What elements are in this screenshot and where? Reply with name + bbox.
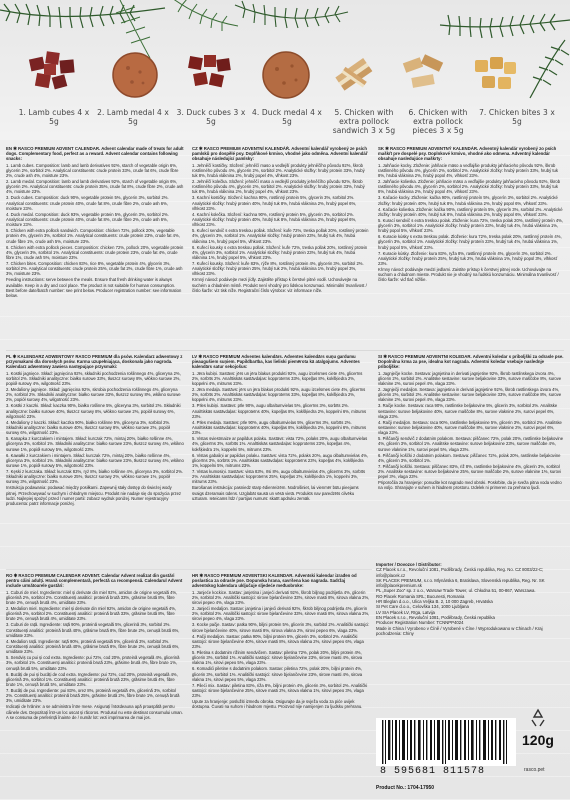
section-en-item: 7. Chicken bites. Composition: chicken 83%, rice 8%, vegetable protein 4%, glycerin 3%, sorbitol 2%. Analytical constituents: crude protein 25%, crude fat 2%, crude fibre 1%, crude ash 3%, moisture 23%. [6,261,183,277]
section-sk-item: 6. Kuracie kúsky s extra treskou polak. Zloženie: kura 72%, treska polak 20%, rastlinný proteín 4%, glycerín 3%, sorbitol 1%. Analytické zložky: hrubý proteín 23%, hrubý tuk 4%, hrubá vláknina 1%, hrubý popol 5%, vlhkosť 23%. [378,234,562,250]
treat-labels [0,106,570,140]
section-lv-item: 7. Vistas kumosiņi. Sastāvs: vista 83%, rīsi 8%, augu olbaltumvielas 4%, glicerīns 3%, sorbīts 2%. Analītiskās sastāvdaļas: kopproteīns 25%, kopeļļas 2%, kokšķiedra 1%, koppelni 3%, mitrums 23%. [192,469,366,485]
section-lv-item: 4. Pīles medaļa. Sastāvs: pīle 90%, augu olbaltumvielas 5%, glicerīns 3%, sorbīts 2%. Analītiskās sastāvdaļas: kopproteīns 40%, kopeļļas 8%, kokšķiedra 2%, koppelni 6%, mitrums 23%. [192,419,367,436]
section-ro-title: RO ✱ RASCO PREMIUM CALENDAR ADVENT. Calendar Advent realizat din gustări pentru câini adulți. Hrană complementară, perfectă ca recompensă. Calendarul Advent include următoarele gustări: [6,573,183,589]
section-hr-item: 7. Pileći mix. Sastav: piletina 83%, riža 8%, biljni protein 4%, glicerin 3%, sorbitol 2%. Analitički sastojci: sirove bjelančevine 25%, sirove masti 2%, sirova vlakna 1%, sirovi pepeo 3%, vlaga 23%. [192,682,368,699]
section-pl-item: 2. Medaliony jagnięce. Skład: jagnięcina 92%, skrobia pochodzenia roślinnego 4%, gliceryna 2%, sorbitol 2%. Składniki analityczne: białko surowe 33%, tłuszcz surowy 8%, włókno surowe 2%, popiół surowy 4%, wilgotność 23%. [6,387,181,403]
section-lv-item: 3. Pīles kubiņi. Sastāvs: pīle 90%, augu olbaltumvielas 5%, glicerīns 3%, sorbīts 2%. Analītiskās sastāvdaļas: kopproteīns 40%, kopeļļas 8%, kokšķiedra 2%, koppelni 6%, mitrums 23%. [192,403,367,419]
section-sk-item: Kŕmny návod: podávajte medzi jedlami. Zaistite prístup k čerstvej pitnej vode. Uchovávajte na suchom a chladnom mieste. Produkt nie je vhodný na ľudskú konzumáciu. Minimálna trvanlivosť / číslo šarže: viď tlač nižšie. [378,267,559,283]
section-si-item: 1. Jagnječje kocke. Sestava: jagnjetina in derivati jagnjetine 92%, škrob rastlinskega izvora 4%, glicerin 2%, sorbitol 2%. Analitske sestavine: surove beljakovine 33%, surove maščobe 8%, surove vlaknine 2%, surovi pepel 4%, vlaga 23%. [378,370,562,387]
duck-medal-icon [260,49,312,101]
section-pl-item: 6. Kawałki z kurczakiem i mintajem. Skład: kurczak 72%, mintaj 20%, białko roślinne 4%, gliceryna 3%, sorbitol 1%. Składniki analityczne: białko surowe 23%, tłuszcz surowy 4%, włókno surowe 1%, popiół surowy 5%, wilgotność 23%. [6,452,184,469]
product-code: Product No.: 1704-17950 [376,785,435,791]
product-label-3: 3. Duck cubes 3 x 5g [176,108,246,126]
section-lv-title: LV ✱ RASCO PREMIUM Adventes kalendārs. Adventes kalendārs suņu gardumu pieaugušiem suņiem. Papildbarība, kas lieliski piemērota kā atalgojums. Adventes kalendārs satur sekojošus: [192,354,360,370]
section-pl-item: 7. Kęski z kurczaka. Skład: kurczak 83%, ryż 8%, białko roślinne 4%, gliceryna 3%, sorbitol 2%. Składniki analityczne: białko surowe 25%, tłuszcz surowy 2%, włókno surowe 1%, popiół surowy 3%, wilgotność 23%. [6,469,184,485]
section-lv-item: 5. Vistas sviestmaize ar papildus polaku. Sastāvs: vista 72%, polaks 20%, augu olbaltumvielas 4%, glicerīns 3%, sorbīts 1%. Analītiskās sastāvdaļas: kopproteīns 23%, kopeļļas 4%, kokšķiedra 1%, koppelni 5%, mitrums 23%. [192,436,368,452]
section-ro-item: 6. Bucăți de pui și bucăți de cod extra. Ingrediente: pui 72%, cod 20%, proteină vegetală 4%, glicerină 3%, sorbitol 1%. Constituenți analitici: proteină brută 23%, grăsime brută 4%, fibre brute 1%, cenușă brută 5%, umiditate 23%. [6,671,178,688]
importer-line: EN Placek s.r.o., Revoluční 1081, Poděbrady, Česká republika [376,614,495,620]
section-pl-item: Instrukcja podawania: podawać między posiłkami. Zapewnij stały dostęp do świeżej wody pitnej. Przechowywać w suchym i chłodnym miejscu. Produkt nie nadaje się do spożycia przez ludzi. Najlepiej spożyć przed / numer partii: zobacz wydruk poniżej. Numer rejestracyjny producenta: patrz informacje poniżej. [6,485,182,507]
section-en-item: 6. Chicken with extra pollock pieces. Composition: chicken 72%, pollock 20%, vegetable protein 4%, glycerin 3%, sorbitol 1%. Analytical constituents: crude protein 23%, crude fat 4%, crude fibre 1%, crude ash 5%, moisture 23%. [6,244,184,261]
section-cz-title: CZ ✱ RASCO PREMIUM ADVENTNÍ KALENDÁŘ. Adventní kalendář vyrobený ze psích pamlsků pro dospělé psy. Doplňkové krmivo, vhodné jako odměna. Adventní kalendář obsahuje následující pamlsky: [192,146,368,162]
product-label-7: 7. Chicken bites 3 x 5g [479,108,555,126]
barcode [376,718,516,780]
section-sk-item: 4. Kačacie kolieska. Zloženie: kačka 90%, rastlinný proteín 5%, glycerín 3%, sorbitol 2%. Analytické zložky: hrubý proteín 40%, hrubý tuk 8%, hrubá vláknina 2%, hrubý popol 6%, vlhkosť 23%. [378,206,563,217]
product-label-1: 1. Lamb cubes 4 x 5g [18,108,90,126]
section-hr [192,573,370,795]
section-hr-title: HR ✱ RASCO PREMIUM ADVENTSKI KALENDAR. Adventski kalendar izrađen od poslastica za odrasle pse. Dopunska hrana, savršena kao nagrada. Sadržaj adventskog kalendara uključuje sljedeće međuobroke: [192,573,357,589]
product-label-5: 5. Chicken with extra pollock sandwich 3 x 5g [332,108,396,135]
section-si-item: 6. Piščančji koščki z dodatnim polakom. Sestava: piščanec 72%, polak 20%, rastlinske beljakovine 4%, glicerin 3%, sorbitol 1%. [378,452,561,463]
barcode-number: 8 595681 811578 [380,766,486,777]
country-of-origin: Made in China / Vyrobeno v Číně / Vyrobené v Číne / Wyprodukowano w Chinach / Kraj pochodzenia: Chiny [376,625,543,636]
section-pl [6,354,184,566]
duck-cubes-icon [186,52,234,98]
product-label-4: 4. Duck medal 4 x 5g [252,108,322,126]
section-cz-item: 1. Jehněčí kostičky. Složení: jehněčí maso a vedlejší produkty jehněčího původu 92%, škrob rostlinného původu 4%, glycerin 2%, sorbitol 2%. Analytické složky: hrubý protein 33%, hrubý tuk 8%, hrubá vláknina 2%, hrubý popel 4%, vlhkost 23%. [192,162,365,179]
section-hr-item: Upute za hranjenje: poslužiti između obroka. Osigurajte da je svježa voda za piće uvijek dostupna. Čuvati na suhom i hladnom mjestu. Proizvod nije namijenjen za ljudsku prehranu. [192,699,363,710]
section-lv [192,354,370,566]
section-sk-item: 1. Jahňacie kocky. Zloženie: jahňacie mäso a vedľajšie produkty jahňacieho pôvodu 92%, škrob rastlinného pôvodu 4%, glycerín 2%, sorbitol 2%. Analytické zložky: hrubý proteín 33%, hrubý tuk 8%, hrubá vláknina 2%, hrubý popol 4%, vlhkosť 23%. [378,162,558,179]
section-ro-item: 2. Medalion miel. Ingrediente: miel și derivate din miel 92%, amidon de origine vegetală 4%, glicerină 2%, sorbitol 2%. Constituenți analitici: proteină brută 33%, grăsime brută 8%, fibre brute 2%, cenușă brută 4%, umiditate 23%. [6,606,177,622]
section-si-item: 2. Jagnječji medaljon. Sestava: jagnjetina in derivati jagnjetine 92%, škrob rastlinskega izvora 4%, glicerin 2%, sorbitol 2%. Analitske sestavine: surove beljakovine 33%, surove maščobe 8%, surove vlaknine 2%, surovi pepel 4%, vlaga 23%. [378,387,562,403]
chicken-pollock-pieces-icon [400,54,450,98]
section-hr-item: 1. Janjeće kockice. Sastav: janjetina i janjeći derivati 92%, škrob biljnog podrijetla 4%, glicerin 2%, sorbitol 2%. Analitički sastojci: sirove bjelančevine 33%, sirove masti 8%, sirova vlakna 2%, sirovi pepeo 4%, vlaga 23%. [192,589,370,606]
importer-line: HR Bleglan d.o.o., Ulica Veljka B. 2, 10 000 Zagreb, Hrvatska [376,599,493,605]
section-en-item: 4. Duck medal. Composition: duck 93%, vegetable protein 5%, glycerin 3%, sorbitol 2%. Analytical constituents: crude protein 40%, crude fat 8%, crude fibre 2%, crude ash 6%, moisture 23%. [6,211,169,228]
section-en [6,146,184,346]
section-cz-item: 4. Kachní kolečka. Složení: kachna 90%, rostlinný protein 5%, glycerin 3%, sorbitol 2%. Analytické složky: hrubý protein 40%, hrubý tuk 8%, hrubá vláknina 2%, hrubý popel 6%, vlhkost 23%. [192,211,357,228]
product-label-6: 6. Chicken with extra pollock pieces 3 x 5g [408,108,468,135]
section-hr-item: 3. Kocke pačje. Sastav: patka 90%, biljni protein 5%, glicerin 3%, sorbitol 2%. Analitički sastojci: sirove bjelančevine 40%, sirove masti 8%, sirova vlakna 2%, sirovi pepeo 6%, vlaga 23%. [192,622,370,633]
importer-panel [376,562,562,794]
section-si-title: SI ✱ RASCO PREMIUM ADVENTNI KOLEDAR. Adventni koledar s priboljški za odrasle pse. Dopolnilna krma za pse, idealna kot nagrada. Adventni koledar vsebuje naslednje priboljške: [378,354,564,370]
treat-images [0,46,570,106]
section-pl-item: 4. Medaliony z kaczki. Skład: kaczka 90%, białko roślinne 5%, gliceryna 3%, sorbitol 2%. Składniki analityczne: białko surowe 40%, tłuszcz surowy 8%, włókno surowe 2%, popiół surowy 6%, wilgotność 23%. [6,419,171,436]
section-si-item: 7. Piščančji koščki. Sestava: piščanec 83%, riž 8%, rastlinske beljakovine 4%, glicerin 3%, sorbitol 2%. Analitske sestavine: surove beljakovine 25%, surove maščobe 2%, surove vlaknine 1%, surovi pepel 3%, vlaga 23%. [378,463,561,480]
section-pl-item: 1. Kostki jagnięce. Skład: jagnięcina 92%, składniki pochodzenia roślinnego 4%, gliceryna 2%, sorbitol 2%. Składniki analityczne: białko surowe 33%, tłuszcz surowy 8%, włókno surowe 2%, popiół surowy 4%, wilgotność 23%. [6,370,181,387]
recycle-icon [528,708,548,728]
importer-line: SI Pet Care d.o.o., Celovška 134, 1000 Ljubljana [376,604,469,610]
section-ro-item: 5. Sendviș cu pui și cod extra. Ingrediente: pui 72%, cod 20%, proteină vegetală 4%, glicerină 3%, sorbitol 1%. Constituenți analitici: proteină brută 23%, grăsime brută 4%, fibre brute 1%, cenușă brută 5%, umiditate 23%. [6,655,180,671]
section-en-title: EN ✱ RASCO PREMIUM ADVENT CALENDAR. Advent calendar made of treats for adult dogs. Complementary food, perfect as a reward. Advent calendar contains following snacks: [6,146,184,162]
producer-registration: Producer Registration Number: TCNNPP4024 [376,620,464,626]
section-si-item: 3. Račje kocke. Sestava: raca 90%, rastlinske beljakovine 5%, glicerin 3%, sorbitol 2%. Analitske sestavine: surove beljakovine 40%, surove maščobe 8%, surove vlaknine 2%, surovi pepel 6%, vlaga 23%. [378,403,558,419]
net-weight: 120g [522,732,554,748]
section-hr-item: 4. Pačji medaljon. Sastav: patka 90%, biljni protein 5%, glicerin 3%, sorbitol 2%. Analitički sastojci: sirove bjelančevine 40%, sirove masti 8%, sirova vlakna 2%, sirovi pepeo 6%, vlaga 23%. [192,633,364,650]
importer-title: Importer / Dovozce / Distributor: [376,562,442,567]
section-ro-item: 7. Bucăți de pui. Ingrediente: pui 83%, orez 8%, proteină vegetală 4%, glicerină 3%, sorbitol 2%. Constituenți analitici: proteină brută 25%, grăsime brută 2%, fibre brute 1%, cenușă brută 3%, umiditate 23%. [6,688,180,704]
section-cz-item: Krmný návod: podávejte mezi jídly. Zajistěte přístup k čerstvé pitné vodě. Uchovávejte na suchém a chladném místě. Produkt není vhodný pro lidskou konzumaci. Minimální trvanlivost / číslo šarže: viz tisk níže. Registrační číslo výrobce: viz informace níže. [192,277,367,293]
section-hr-item: 2. Janjeći medaljon. Sastav: janjetina i janjeći derivati 92%, škrob biljnog podrijetla 4%, glicerin 2%, sorbitol 2%. Analitički sastojci: sirove bjelančevine 33%, sirove masti 8%, sirova vlakna 2%, sirovi pepeo 4%, vlaga 23%. [192,606,370,622]
section-en-item: Feeding instructions: serve between the meals. Ensure that fresh drinking water is always available. Keep in a dry and cool place. The product is not suitable for human consumption. Best before date/batch number: see print below. Producer registration number: see information below. [6,277,182,299]
section-ro-item: Indicații de hrănire: a se administra între mese. Asigurați întotdeauna apă proaspătă pentru câinele dvs. Depozitați într-un loc uscat și răcoros. Produsul nu este destinat consumului uman. A se consuma de preferință înainte de / număr lot: vezi imprimarea de mai jos. [6,704,183,720]
fir-branch-mid-icon [170,0,240,36]
section-ro-item: 1. Cuburi de miel. Ingrediente: miel și derivate din miel 92%, amidon de origine vegetală 4%, glicerină 2%, sorbitol 2%. Constituenți analitici: proteină brută 33%, grăsime brută 8%, fibre brute 2%, cenușă brută 4%, umiditate 23%. [6,589,178,606]
importer-line: PL „Super Zoo" sp. z o.o., Warsaw Trade Tower, ul. Chłodna 51, 00-867, Warszawa. [376,588,536,594]
section-sk [378,146,564,346]
section-sk-item: 5. Kurací sendvič s extra treskou polak. Zloženie: kura 72%, treska polak 20%, rastlinný proteín 4%, glycerín 3%, sorbitol 1%. Analytické zložky: hrubý proteín 23%, hrubý tuk 4%, hrubá vláknina 1%, hrubý popol 5%, vlhkosť 23%. [378,217,564,234]
section-lv-item: 1. Jēra kubiņi. Sastāvs: jērs un jēra blakus produkti 92%, augu izcelsmes ciete 4%, glicerīns 2%, sorbīts 2%. Analītiskās sastāvdaļas: kopproteīns 33%, kopeļļas 8%, kokšķiedra 2%, koppelni 4%, mitrums 23%. [192,370,363,387]
section-ro-item: 4. Medalion rață. Ingrediente: rață 90%, proteină vegetală 5%, glicerină 3%, sorbitol 2%. Constituenți analitici: proteină brută 40%, grăsime brută 8%, fibre brute 2%, cenușă brută 6%, umiditate 23%. [6,638,180,655]
section-hr-item: 5. Piletina s dodatnim rižinim sendvičem. Sastav: piletina 72%, polak 20%, biljni protein 4%, glicerin 3%, sorbitol 1%. Analitički sastojci: sirove bjelančevine 23%, sirove masti 4%, sirova vlakna 1%, sirovi pepeo 5%, vlaga 23%. [192,650,363,666]
brand-url: rasco.pet [524,767,545,773]
importer-line: RO Placek Romania SRL; Bucuresti, Romania [376,593,465,599]
importer-line: SK PLACEK PREMIUM, s.r.o. Mlynárska 6, Bratislava, Slovenská republika, Reg. Nr. SK info@placekpremium.sk [376,577,545,589]
section-cz-item: 6. Kuřecí kousky s extra treskou pollak. Složení: kuře 72%, treska pollak 20%, rostlinný protein 4%, glycerin 3%, sorbitol 1%. Analytické složky: hrubý protein 23%, hrubý tuk 4%, hrubá vláknina 1%, hrubý popel 5%, vlhkost 23%. [192,244,368,261]
section-hr-item: 6. Komadići piletine s dodatnim polakom. Sastav: piletina 72%, polak 20%, biljni protein 4%, glicerin 3%, sorbitol 1%. Analitički sastojci: sirove bjelančevine 23%, sirove masti 4%, sirova vlakna 1%, sirovi pepeo 5%, vlaga 23%. [192,666,363,682]
section-si-item: 5. Piščančji sendvič z dodatnim polakom. Sestava: piščanec 72%, polak 20%, rastlinske beljakovine 4%, glicerin 3%, sorbitol 1%. Analitske sestavine: surove beljakovine 23%, surove maščobe 4%, surove vlaknine 1%, surovi pepel 5%, vlaga 23%. [378,436,564,452]
section-en-item: 2. Lamb medal. Composition: lamb and lamb derivatives 92%, starch of vegetable origin 6%, glycerin 2%. Analytical constituents: crude protein 35%, crude fat 8%, crude fibre 2%, crude ash 4%, moisture 23%. [6,179,184,195]
section-cz [192,146,370,346]
section-pl-title: PL ✱ KALENDARZ ADWENTOWY RASCO PREMIUM dla psów. Kalendarz adwentowy z przysmakami dla dorosłych psów. Karma uzupełniająca, doskonała jako nagroda. Kalendarz adwentowy zawiera następujące przysmaki: [6,354,183,370]
section-pl-item: 3. Kostki z kaczki. Skład: kaczka 90%, białko roślinne 5%, gliceryna 3%, sorbitol 2%. Składniki analityczne: białko surowe 40%, tłuszcz surowy 8%, włókno surowe 2%, popiół surowy 6%, wilgotność 23%. [6,403,181,419]
section-pl-item: 5. Kanapka z kurczakiem i mintajem. Skład: kurczak 72%, mintaj 20%, białko roślinne 4%, gliceryna 3%, sorbitol 1%. Składniki analityczne: białko surowe 23%, tłuszcz surowy 4%, włókno surowe 1%, popiół surowy 5%, wilgotność 23%. [6,436,184,452]
section-sk-item: 3. Kačacie kocky. Zloženie: kačka 90%, rastlinný proteín 5%, glycerín 3%, sorbitol 2%. Analytické zložky: hrubý proteín 40%, hrubý tuk 8%, hrubá vláknina 2%, hrubý popol 6%, vlhkosť 23%. [378,195,558,206]
chicken-sandwich-icon [330,52,380,100]
section-ro-item: 3. Cuburi de rață. Ingrediente: rață 90%, proteină vegetală 5%, glicerină 3%, sorbitol 2%. Constituenți analitici: proteină brută 40%, grăsime brută 8%, fibre brute 2%, cenușă brută 6%, umiditate 23%. [6,622,180,638]
section-si-item: Priporočila za hranjenje: ponudite kot nagrado med obroki. Poskrbite, da je sveža pitna voda vedno na voljo. Shranjujte v suhem in hladnem prostoru. Izdelek ni primeren za prehrano ljudi. [378,480,562,491]
divider [6,350,564,351]
importer-line: CZ Placek s.r.o., Revoluční 1081, Poděbrady, Česká republika, Reg. No. CZ 8003/22-C; info@placek.cz [376,567,544,578]
section-lv-item: 2. Jēra medaļa. Sastāvs: jērs un jēra blakus produkti 92%, augu izcelsmes ciete 4%, glicerīns 2%, sorbīts 2%. Analītiskās sastāvdaļas: kopproteīns 33%, kopeļļas 8%, kokšķiedra 2%, koppelni 4%, mitrums 23%. [192,387,366,403]
importer-block [376,562,562,674]
chicken-bites-icon [470,54,520,98]
section-sk-item: 2. Jahňacie kolieska. Zloženie: jahňacie mäso a vedľajšie produkty jahňacieho pôvodu 92%, škrob rastlinného pôvodu 4%, glycerín 2%, sorbitol 2%. Analytické zložky: hrubý proteín 33%, hrubý tuk 8%, hrubá vláknina 2%, hrubý popol 4%, vlhkosť 23%. [378,179,561,195]
section-sk-title: SK ✱ RASCO PREMIUM ADVENTNÝ KALENDÁR. Adventný kalendár vyrobený zo psích maškŕt pre dospelé psy. Doplnkové krmivo, vhodné ako odmena. Adventný kalendár obsahuje nasledujúce maškrty: [378,146,557,162]
section-lv-item: 6. Vistas gabaliņi ar papildus polaku. Sastāvs: vista 72%, polaks 20%, augu olbaltumvielas 4%, glicerīns 3%, sorbīts 1%. Analītiskās sastāvdaļas: kopproteīns 23%, kopeļļas 4%, kokšķiedra 1%, koppelni 5%, mitrums 23%. [192,452,369,469]
section-si [378,354,564,562]
lamb-cubes-icon [26,50,80,98]
section-cz-item: 7. Kuřecí kousky. Složení: kuře 83%, rýže 8%, rostlinný protein 4%, glycerin 3%, sorbitol 2%. Analytické složky: hrubý protein 25%, hrubý tuk 2%, hrubá vláknina 1%, hrubý popel 3%, vlhkost 23%. [192,261,364,277]
section-en-item: 1. Lamb cubes. Composition: lamb and lamb derivatives 92%, starch of vegetable origin 6%, glycerin 2%, sorbitol 2%. Analytical constituents: crude protein 33%, crude fat 6%, crude fibre 2%, crude ash 4%, moisture 23%. [6,162,179,179]
section-ro [6,573,184,795]
section-cz-item: 2. Jehněčí kolečka. Složení: jehněčí maso a vedlejší produkty jehněčího původu 92%, škrob rostlinného původu 4%, glycerin 2%, sorbitol 2%. Analytické složky: hrubý protein 33%, hrubý tuk 8%, hrubá vláknina 2%, hrubý popel 4%, vlhkost 23%. [192,179,365,195]
product-label-2: 2. Lamb medal 4 x 5g [97,108,169,126]
section-en-item: 3. Duck cubes. Composition: duck 90%, vegetable protein 5%, glycerin 3%, sorbitol 2%. Analytical constituents: crude protein 40%, crude fat 8%, crude fibre 2%, crude ash 6%, moisture 23%. [6,195,169,211]
barcode-icon [376,718,516,766]
section-lv-item: Barošanas instrukcija: pasniedz starp ēdienreizēm. Nodrošiniet, lai vienmēr būtu pieejams svaigs dzeramais ūdens. Uzglabāt sausā un vēsā vietā. Produkts nav paredzēts cilvēku uzturam. Ieteicams līdz / partijas numurs: skatīt apdruku zemāk. [192,485,359,501]
section-en-item: 5. Chicken with extra pollock sandwich. Composition: chicken 72%, pollock 20%, vegetable protein 4%, glycerin 3%, sorbitol 1%. Analytical constituents: crude protein 23%, crude fat 4%, crude fibre 1%, crude ash 5%, moisture 23%. [6,228,180,244]
section-sk-item: 7. Kuracie kúsky. Zloženie: kura 83%, ryža 8%, rastlinný proteín 4%, glycerín 3%, sorbitol 2%. Analytické zložky: hrubý proteín 25%, hrubý tuk 2%, hrubá vláknina 1%, hrubý popol 3%, vlhkosť 23%. [378,250,558,267]
section-cz-item: 5. Kuřecí sendvič s extra treskou pollak. Složení: kuře 72%, treska pollak 20%, rostlinný protein 4%, glycerin 3%, sorbitol 1%. Analytické složky: hrubý protein 23%, hrubý tuk 4%, hrubá vláknina 1%, hrubý popel 5%, vlhkost 23%. [192,228,369,244]
importer-line: LV SIA Placek LV, Rīga, Latvija [376,609,435,615]
section-cz-item: 3. Kachní kostičky. Složení: kachna 90%, rostlinný protein 5%, glycerin 3%, sorbitol 2%. Analytické složky: hrubý protein 40%, hrubý tuk 8%, hrubá vláknina 2%, hrubý popel 6%, vlhkost 23%. [192,195,357,211]
lamb-medal-icon [110,50,160,100]
divider [6,569,372,570]
section-si-item: 4. Račji medaljon. Sestava: raca 90%, rastlinske beljakovine 5%, glicerin 3%, sorbitol 2%. Analitske sestavine: surove beljakovine 40%, surove maščobe 8%, surove vlaknine 2%, surovi pepel 6%, vlaga 23%. [378,419,562,436]
